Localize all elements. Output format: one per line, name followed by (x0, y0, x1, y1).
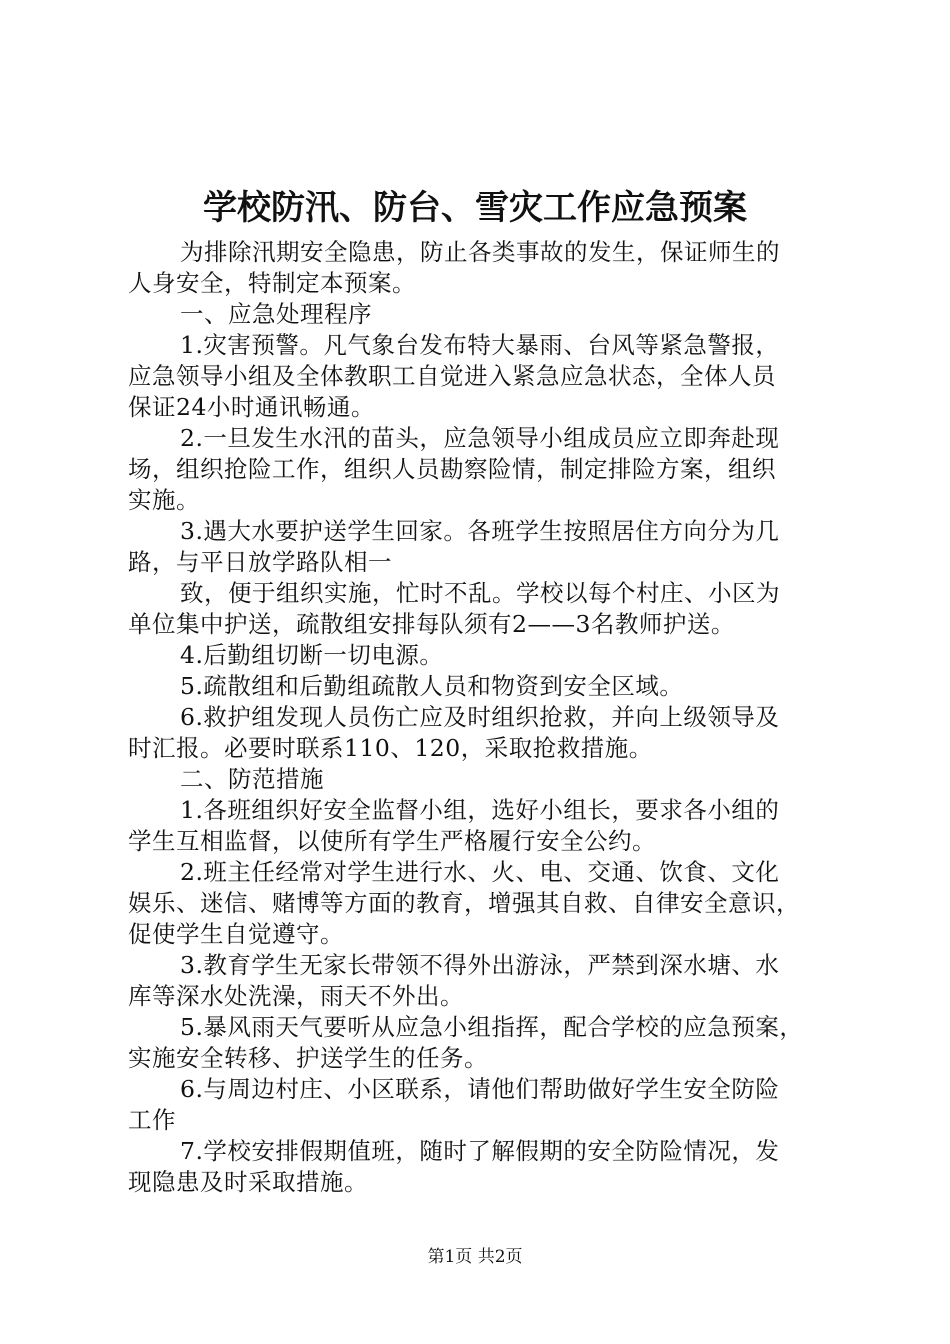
text-line: 工作 (128, 1106, 176, 1134)
text-line: 现隐患及时采取措施。 (128, 1168, 368, 1196)
text-line: 1.各班组织好安全监督小组，选好小组长，要求各小组的 (180, 796, 780, 824)
text-line: 二、防范措施 (180, 765, 324, 793)
text-line: 应急领导小组及全体教职工自觉进入紧急应急状态，全体人员 (128, 362, 776, 390)
text-line: 娱乐、迷信、赌博等方面的教育，增强其自救、自律安全意识， (128, 889, 800, 917)
text-line: 2.一旦发生水汛的苗头，应急领导小组成员应立即奔赴现 (180, 424, 780, 452)
text-line: 为排除汛期安全隐患，防止各类事故的发生，保证师生的 (180, 238, 780, 266)
text-line: 保证24小时通讯畅通。 (128, 393, 375, 421)
page-footer: 第1页 共2页 (427, 1247, 523, 1267)
text-line: 单位集中护送，疏散组安排每队须有2——3名教师护送。 (128, 610, 735, 638)
document-title: 学校防汛、防台、雪灾工作应急预案 (203, 188, 747, 228)
text-line: 一、应急处理程序 (180, 300, 372, 328)
text-line: 人身安全，特制定本预案。 (128, 269, 416, 297)
text-line: 5.暴风雨天气要听从应急小组指挥，配合学校的应急预案， (180, 1013, 804, 1041)
text-line: 时汇报。必要时联系110、120，采取抢救措施。 (128, 734, 653, 762)
text-line: 5.疏散组和后勤组疏散人员和物资到安全区域。 (180, 672, 684, 700)
text-line: 6.救护组发现人员伤亡应及时组织抢救，并向上级领导及 (180, 703, 780, 731)
text-line: 学生互相监督，以使所有学生严格履行安全公约。 (128, 827, 656, 855)
text-line: 库等深水处洗澡，雨天不外出。 (128, 982, 464, 1010)
text-line: 实施。 (128, 486, 200, 514)
text-line: 1.灾害预警。凡气象台发布特大暴雨、台风等紧急警报， (180, 331, 780, 359)
text-line: 场，组织抢险工作，组织人员勘察险情，制定排险方案，组织 (128, 455, 776, 483)
text-line: 6.与周边村庄、小区联系，请他们帮助做好学生安全防险 (180, 1075, 780, 1103)
text-line: 3.教育学生无家长带领不得外出游泳，严禁到深水塘、水 (180, 951, 780, 979)
document-body (128, 237, 838, 1198)
text-line: 7.学校安排假期值班，随时了解假期的安全防险情况，发 (180, 1137, 780, 1165)
text-line: 实施安全转移、护送学生的任务。 (128, 1044, 488, 1072)
text-line: 致，便于组织实施，忙时不乱。学校以每个村庄、小区为 (180, 579, 780, 607)
text-line: 2.班主任经常对学生进行水、火、电、交通、饮食、文化 (180, 858, 780, 886)
text-line: 促使学生自觉遵守。 (128, 920, 344, 948)
text-line: 3.遇大水要护送学生回家。各班学生按照居住方向分为几 (180, 517, 780, 545)
text-line: 路，与平日放学路队相一 (128, 548, 392, 576)
text-line: 4.后勤组切断一切电源。 (180, 641, 444, 669)
